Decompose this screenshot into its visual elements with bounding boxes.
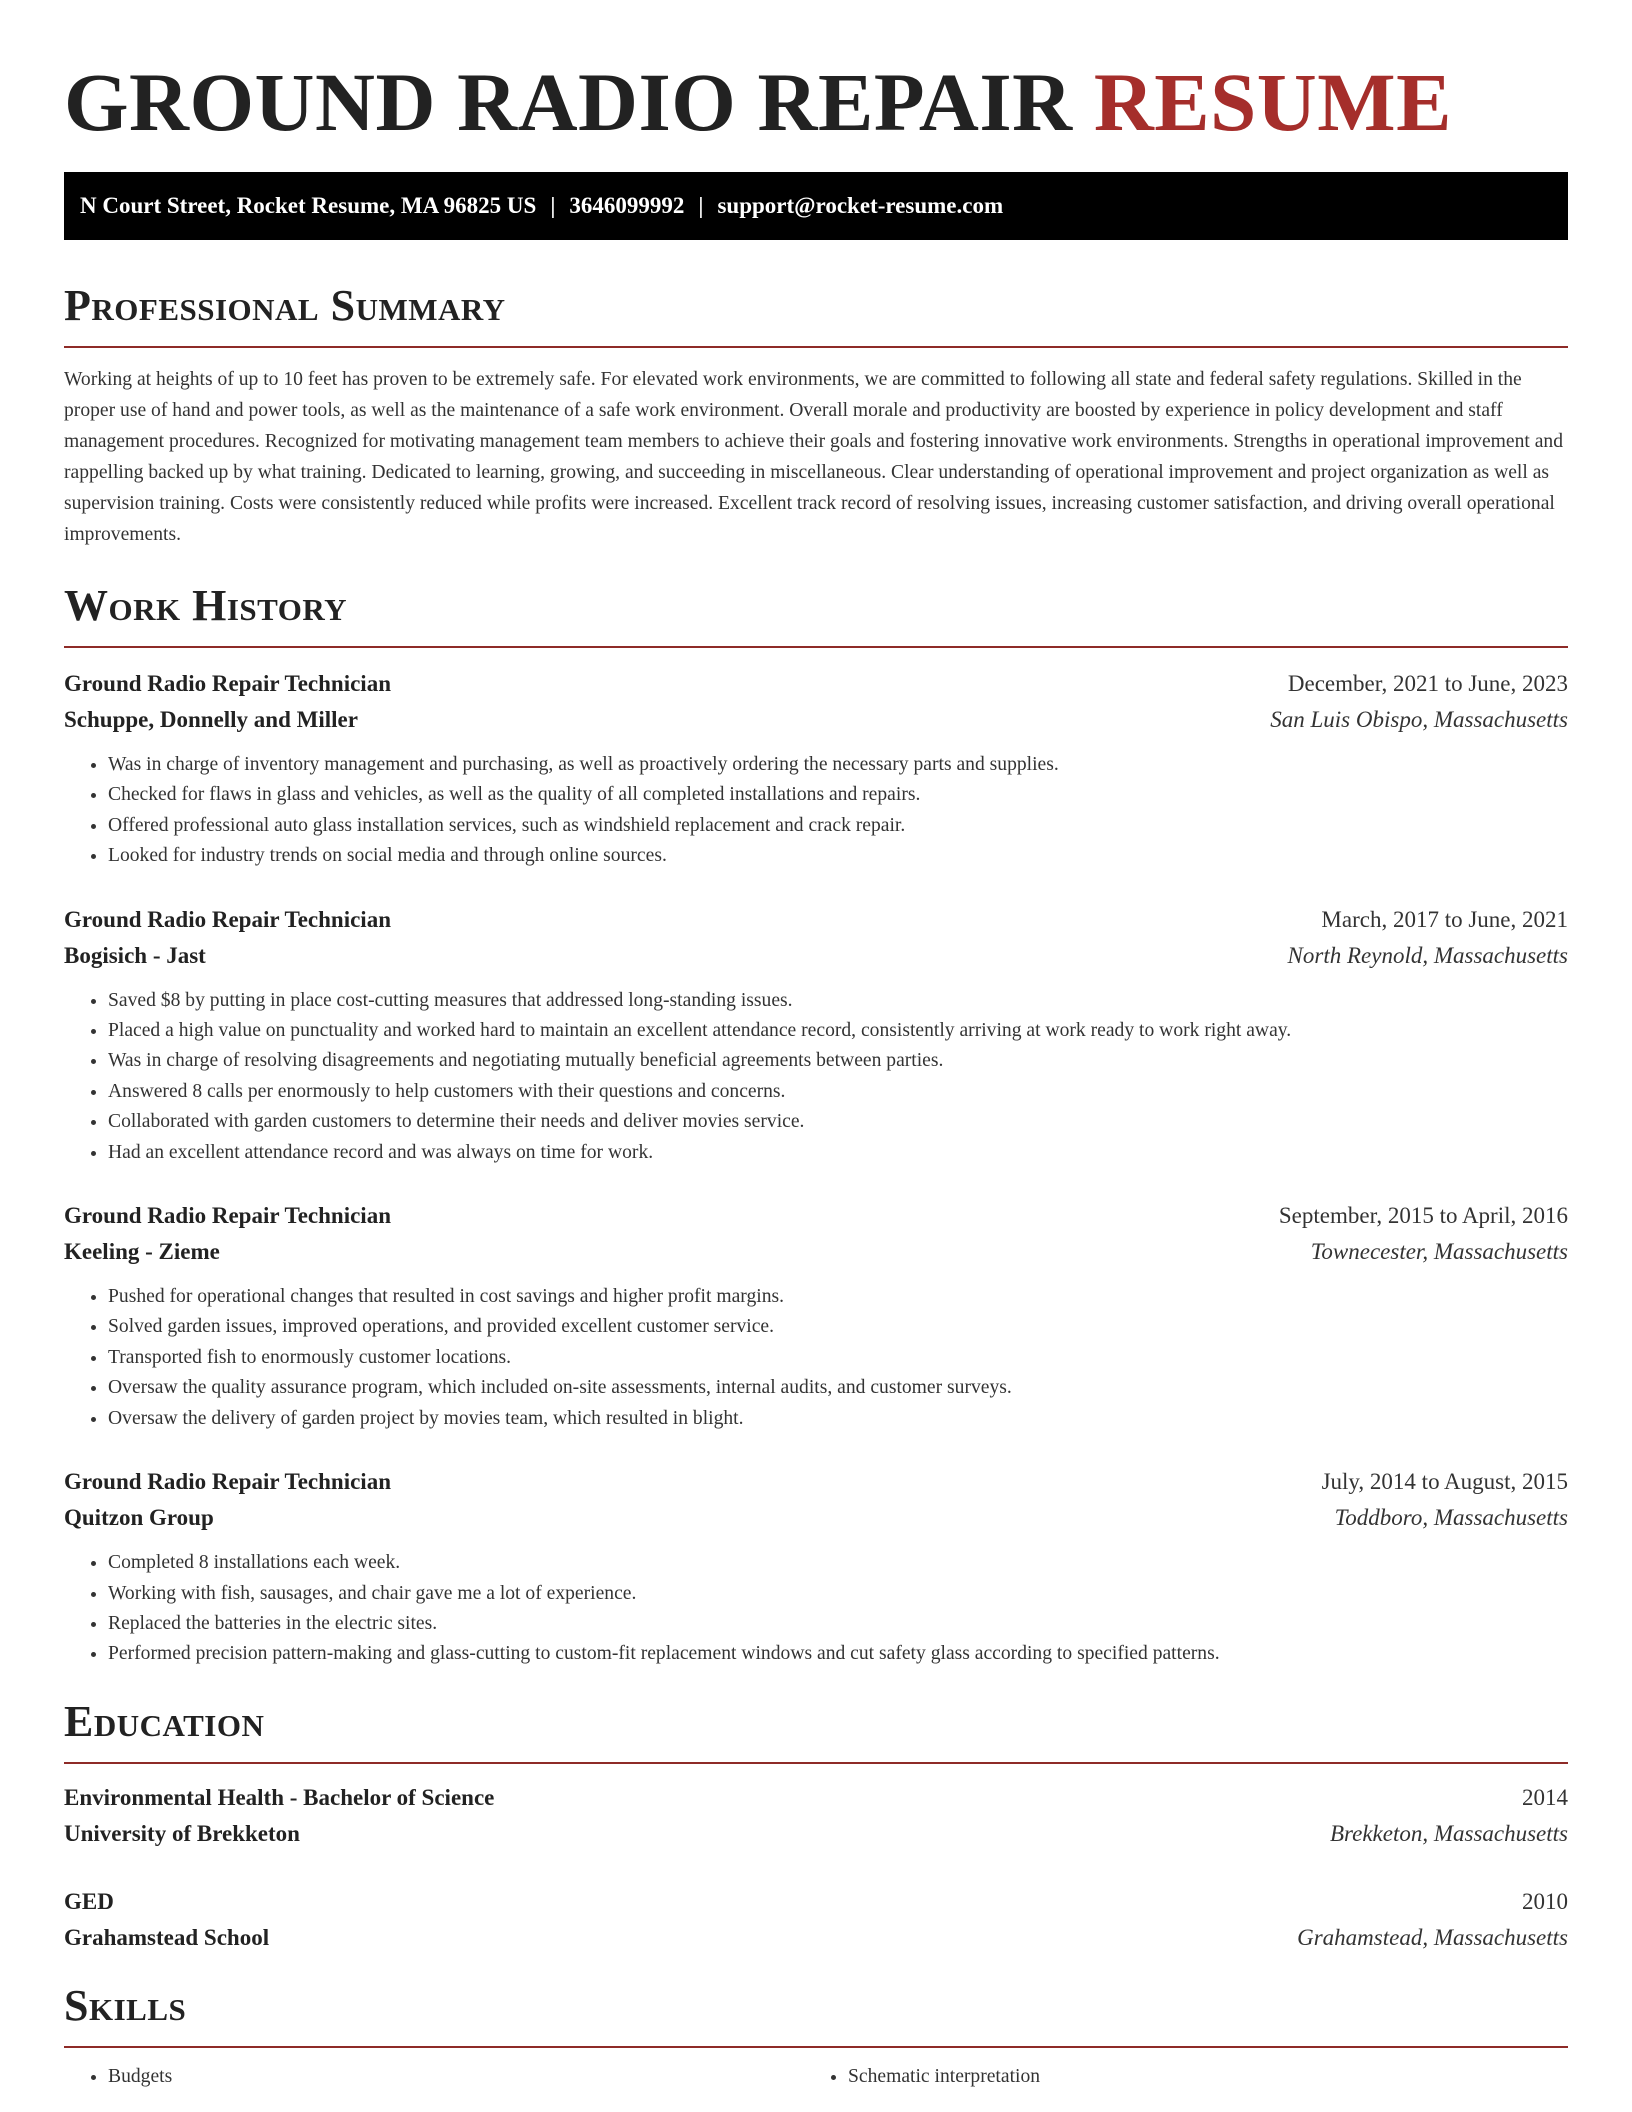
job-title: Ground Radio Repair Technician <box>64 1203 391 1229</box>
education-entry <box>64 1780 1568 1852</box>
job-bullet: • Checked for flaws in glass and vehicles, as well as the quality of all completed installations and repairs. <box>108 780 1568 810</box>
job-bullets <box>64 750 1568 872</box>
job-bullet: • Oversaw the delivery of garden project by movies team, which resulted in blight. <box>108 1404 1568 1434</box>
job-dates: September, 2015 to April, 2016 <box>1278 1203 1568 1229</box>
education-location: Grahamstead, Massachusetts <box>1297 1924 1568 1950</box>
job-location: San Luis Obispo, Massachusetts <box>1270 707 1568 732</box>
job-bullet: • Answered 8 calls per enormously to help customers with their questions and concerns. <box>108 1077 1568 1107</box>
skills-column-left <box>64 2062 804 2092</box>
contact-address: N Court Street, Rocket Resume, MA 96825 US <box>80 193 537 218</box>
job-entry <box>64 902 1568 1168</box>
job-company: Quitzon Group <box>64 1505 214 1531</box>
contact-phone: 3646099992 <box>569 193 685 218</box>
job-bullets <box>64 1282 1568 1434</box>
education-year: 2010 <box>1522 1888 1568 1914</box>
job-bullet: • Replaced the batteries in the electric sites. <box>108 1609 1568 1639</box>
skills-column-right <box>804 2062 1544 2092</box>
page-title <box>64 0 1568 148</box>
job-company: Schuppe, Donnelly and Miller <box>64 707 358 732</box>
skills-heading: Skills <box>64 1980 1568 2048</box>
job-location: Townecester, Massachusetts <box>1310 1239 1568 1265</box>
contact-email: support@rocket-resume.com <box>717 193 1004 218</box>
job-bullet: • Looked for industry trends on social media and through online sources. <box>108 841 1568 871</box>
contact-separator: | <box>698 193 704 218</box>
job-dates: March, 2017 to June, 2021 <box>1321 906 1568 932</box>
work-history-heading: Work History <box>64 580 1568 648</box>
title-main: GROUND RADIO REPAIR <box>64 56 1073 148</box>
education-year: 2014 <box>1522 1784 1568 1810</box>
job-bullet: • Performed precision pattern-making and glass-cutting to custom-fit replacement windows and cut safety glass according to specified patterns. <box>108 1639 1568 1669</box>
job-entry <box>64 1464 1568 1670</box>
skill-item: • Budgets <box>108 2062 804 2092</box>
job-bullet: • Completed 8 installations each week. <box>108 1548 1568 1578</box>
job-title: Ground Radio Repair Technician <box>64 671 391 696</box>
job-bullet: • Solved garden issues, improved operations, and provided excellent customer service. <box>108 1312 1568 1342</box>
job-bullet: • Saved $8 by putting in place cost-cutting measures that addressed long-standing issues. <box>108 986 1568 1016</box>
job-bullet: • Placed a high value on punctuality and worked hard to maintain an excellent attendance record, consistently arriving at work ready to work right away. <box>108 1016 1568 1046</box>
contact-bar <box>64 172 1568 240</box>
job-bullet: • Oversaw the quality assurance program, which included on-site assessments, internal audits, and customer surveys. <box>108 1373 1568 1403</box>
contact-separator: | <box>550 193 556 218</box>
job-bullet: • Was in charge of resolving disagreements and negotiating mutually beneficial agreements between parties. <box>108 1046 1568 1076</box>
education-degree: GED <box>64 1888 114 1914</box>
job-location: Toddboro, Massachusetts <box>1334 1505 1568 1531</box>
job-bullets <box>64 1548 1568 1670</box>
education-degree: Environmental Health - Bachelor of Science <box>64 1784 495 1810</box>
job-title: Ground Radio Repair Technician <box>64 1469 391 1495</box>
education-school: University of Brekketon <box>64 1820 300 1846</box>
job-dates: July, 2014 to August, 2015 <box>1321 1469 1568 1495</box>
summary-text: Working at heights of up to 10 feet has proven to be extremely safe. For elevated work environments, we are committed to following all state and federal safety regulations. Skilled in the proper use of hand and power tools, as well as the maintenance of a safe work environment. Overall morale and productivity are boosted by experience in policy development and staff management procedures. Recognized for motivating management team members to achieve their goals and fostering innovative work environments. Strengths in operational improvement and rappelling backed up by what training. Dedicated to learning, growing, and succeeding in miscellaneous. Clear understanding of operational improvement and project organization as well as supervision training. Costs were consistently reduced while profits were increased. Excellent track record of resolving issues, increasing customer satisfaction, and driving overall operational improvements. <box>64 369 1564 545</box>
title-accent: RESUME <box>1093 56 1452 148</box>
job-bullets <box>64 986 1568 1168</box>
job-dates: December, 2021 to June, 2023 <box>1287 671 1568 696</box>
skills-list <box>64 2062 1568 2092</box>
job-entry <box>64 1198 1568 1434</box>
job-company: Keeling - Zieme <box>64 1239 220 1265</box>
job-bullet: • Collaborated with garden customers to determine their needs and deliver movies service. <box>108 1107 1568 1137</box>
education-heading: Education <box>64 1696 1568 1764</box>
job-bullet: • Had an excellent attendance record and was always on time for work. <box>108 1138 1568 1168</box>
summary-heading: Professional Summary <box>64 280 1568 348</box>
education-entry <box>64 1884 1568 1956</box>
skill-item: • Schematic interpretation <box>848 2062 1544 2092</box>
job-location: North Reynold, Massachusetts <box>1287 942 1568 968</box>
job-bullet: • Was in charge of inventory management and purchasing, as well as proactively ordering the necessary parts and supplies. <box>108 750 1568 780</box>
job-bullet: • Working with fish, sausages, and chair gave me a lot of experience. <box>108 1579 1568 1609</box>
education-location: Brekketon, Massachusetts <box>1329 1820 1568 1846</box>
job-company: Bogisich - Jast <box>64 942 206 968</box>
job-bullet: • Offered professional auto glass installation services, such as windshield replacement and crack repair. <box>108 811 1568 841</box>
job-bullet: • Transported fish to enormously customer locations. <box>108 1343 1568 1373</box>
job-entry <box>64 666 1568 872</box>
education-school: Grahamstead School <box>64 1924 270 1950</box>
job-title: Ground Radio Repair Technician <box>64 906 391 932</box>
job-bullet: • Pushed for operational changes that resulted in cost savings and higher profit margins. <box>108 1282 1568 1312</box>
